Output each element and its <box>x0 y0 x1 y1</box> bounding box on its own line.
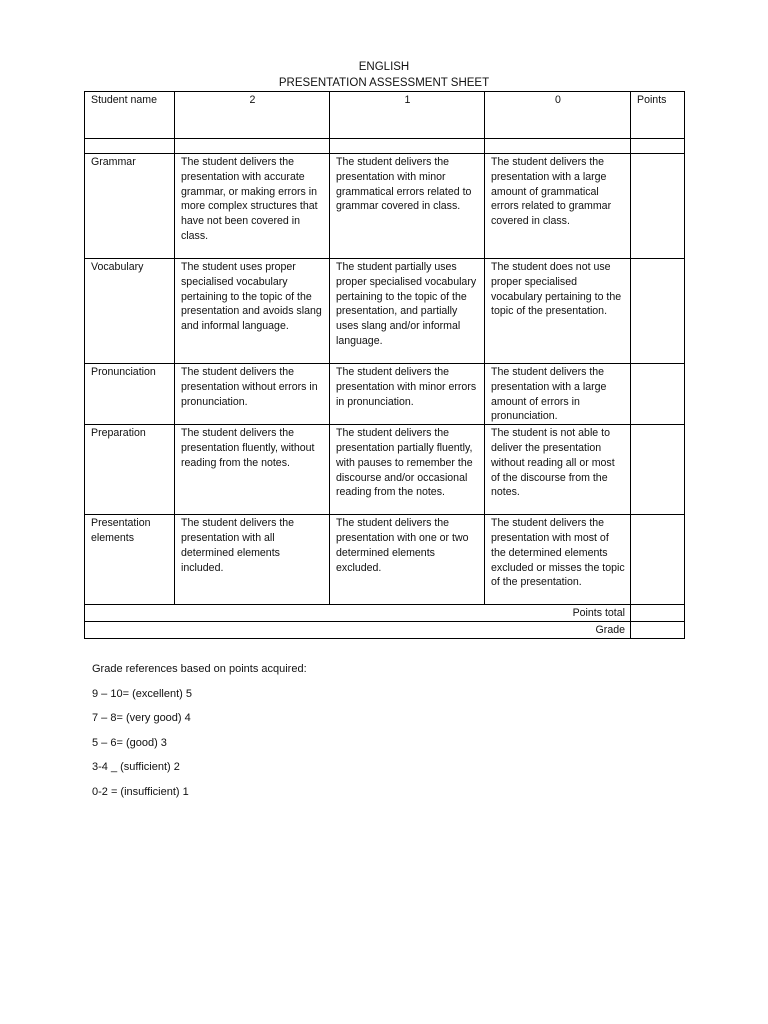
points-total-row <box>85 605 685 622</box>
descriptor-score-0: The student is not able to deliver the presentation without reading all or most of the discourse from the notes. <box>485 425 631 515</box>
criterion-label: Grammar <box>85 154 175 259</box>
empty-cell <box>175 139 330 154</box>
table-row-pronunciation <box>85 364 685 425</box>
descriptor-score-2: The student delivers the presentation without errors in pronunciation. <box>175 364 330 425</box>
empty-cell <box>485 139 631 154</box>
descriptor-score-1: The student delivers the presentation with minor grammatical errors related to grammar covered in class. <box>330 154 485 259</box>
header-score-2: 2 <box>175 92 330 139</box>
points-cell <box>631 259 685 364</box>
document-subtitle: PRESENTATION ASSESSMENT SHEET <box>278 77 490 89</box>
reference-item: 3-4 _ (sufficient) 2 <box>92 761 180 774</box>
document-title: ENGLISH <box>358 61 410 73</box>
criterion-label: Preparation <box>85 425 175 515</box>
descriptor-score-2: The student delivers the presentation fluently, without reading from the notes. <box>175 425 330 515</box>
points-total-label: Points total <box>85 605 631 622</box>
grade-value <box>631 621 685 638</box>
descriptor-score-0: The student delivers the presentation with a large amount of errors in pronunciation. <box>485 364 631 425</box>
descriptor-score-2: The student delivers the presentation with accurate grammar, or making errors in more complex structures that have not been covered in class. <box>175 154 330 259</box>
grade-references <box>92 662 307 810</box>
reference-item: 0-2 = (insufficient) 1 <box>92 785 189 798</box>
descriptor-score-0: The student delivers the presentation with a large amount of grammatical errors related to grammar covered in class. <box>485 154 631 259</box>
table-row-presentation-elements <box>85 515 685 605</box>
table-row-preparation <box>85 425 685 515</box>
references-heading: Grade references based on points acquired: <box>92 663 307 675</box>
header-row <box>85 92 685 139</box>
reference-item: 5 – 6= (good) 3 <box>92 736 167 749</box>
empty-cell <box>85 139 175 154</box>
grade-row <box>85 621 685 638</box>
descriptor-score-1: The student partially uses proper specialised vocabulary pertaining to the topic of the presentation, and partially uses slang and/or informal language. <box>330 259 485 364</box>
assessment-table <box>84 91 685 639</box>
header-points: Points <box>631 92 685 139</box>
points-cell <box>631 154 685 259</box>
header-score-0: 0 <box>485 92 631 139</box>
points-cell <box>631 515 685 605</box>
descriptor-score-1: The student delivers the presentation with minor errors in pronunciation. <box>330 364 485 425</box>
descriptor-score-1: The student delivers the presentation partially fluently, with pauses to remember the discourse and/or occasional reading from the notes. <box>330 425 485 515</box>
criterion-label: Vocabulary <box>85 259 175 364</box>
criterion-label: Presentation elements <box>85 515 175 605</box>
header-score-1: 1 <box>330 92 485 139</box>
points-total-value <box>631 605 685 622</box>
descriptor-score-1: The student delivers the presentation with one or two determined elements excluded. <box>330 515 485 605</box>
reference-item: 9 – 10= (excellent) 5 <box>92 687 192 700</box>
grade-label: Grade <box>85 621 631 638</box>
reference-item: 7 – 8= (very good) 4 <box>92 712 191 725</box>
empty-cell <box>330 139 485 154</box>
descriptor-score-0: The student delivers the presentation with most of the determined elements excluded or misses the topic of the presentation. <box>485 515 631 605</box>
table-row-grammar <box>85 154 685 259</box>
descriptor-score-2: The student uses proper specialised vocabulary pertaining to the topic of the presentation and avoids slang and informal language. <box>175 259 330 364</box>
points-cell <box>631 425 685 515</box>
descriptor-score-0: The student does not use proper specialised vocabulary pertaining to the topic of the presentation. <box>485 259 631 364</box>
criterion-label: Pronunciation <box>85 364 175 425</box>
table-row-vocabulary <box>85 259 685 364</box>
spacer-row <box>85 139 685 154</box>
empty-cell <box>631 139 685 154</box>
header-student-name: Student name <box>85 92 175 139</box>
descriptor-score-2: The student delivers the presentation with all determined elements included. <box>175 515 330 605</box>
points-cell <box>631 364 685 425</box>
